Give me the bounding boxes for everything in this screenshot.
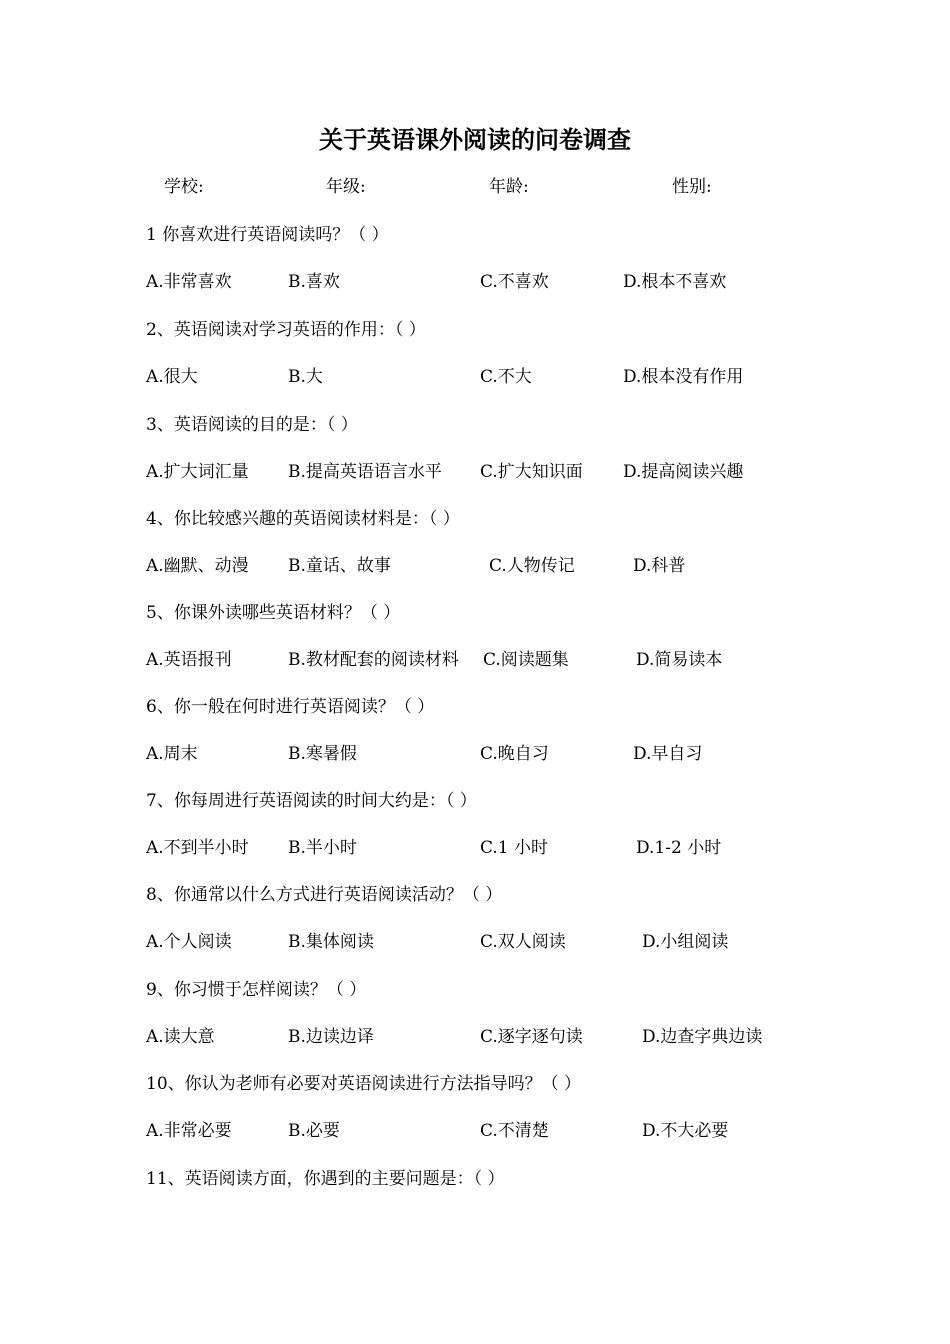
question-8-option-c: C.双人阅读 xyxy=(480,932,566,952)
question-3: 3、英语阅读的目的是：（ ） xyxy=(146,415,358,435)
question-6-option-c: C.晚自习 xyxy=(480,744,549,764)
question-3-option-a: A.扩大词汇量 xyxy=(146,462,249,482)
question-1-option-b: B.喜欢 xyxy=(288,272,340,292)
question-1-option-c: C.不喜欢 xyxy=(480,272,549,292)
question-9-option-d: D.边查字典边读 xyxy=(642,1027,763,1047)
question-4-option-a: A.幽默、动漫 xyxy=(146,556,249,576)
question-6-option-a: A.周末 xyxy=(146,744,198,764)
question-8: 8、你通常以什么方式进行英语阅读活动？（ ） xyxy=(146,885,503,905)
question-10: 10、你认为老师有必要对英语阅读进行方法指导吗？（ ） xyxy=(146,1074,582,1094)
question-8-option-a: A.个人阅读 xyxy=(146,932,232,952)
question-4-option-d: D.科普 xyxy=(633,556,686,576)
question-6: 6、你一般在何时进行英语阅读？（ ） xyxy=(146,697,435,717)
question-5: 5、你课外读哪些英语材料？（ ） xyxy=(146,603,401,623)
question-1: 1 你喜欢进行英语阅读吗？（ ） xyxy=(146,225,389,245)
question-4: 4、你比较感兴趣的英语阅读材料是：（ ） xyxy=(146,509,460,529)
question-3-option-d: D.提高阅读兴趣 xyxy=(623,462,744,482)
question-1-option-d: D.根本不喜欢 xyxy=(623,272,727,292)
question-7-option-b: B.半小时 xyxy=(288,838,357,858)
question-5-option-a: A.英语报刊 xyxy=(146,650,232,670)
question-8-option-d: D.小组阅读 xyxy=(642,932,729,952)
question-10-option-a: A.非常必要 xyxy=(146,1121,232,1141)
question-5-option-d: D.简易读本 xyxy=(636,650,723,670)
page-title: 关于英语课外阅读的问卷调查 xyxy=(319,125,631,154)
question-2-option-a: A.很大 xyxy=(146,367,198,387)
question-7-option-c: C.1 小时 xyxy=(480,838,549,858)
question-8-option-b: B.集体阅读 xyxy=(288,932,374,952)
question-6-option-d: D.早自习 xyxy=(633,744,703,764)
question-9-option-c: C.逐字逐句读 xyxy=(480,1027,583,1047)
question-11: 11、英语阅读方面，你遇到的主要问题是：（ ） xyxy=(146,1169,505,1189)
question-7-option-a: A.不到半小时 xyxy=(146,838,249,858)
question-3-option-b: B.提高英语语言水平 xyxy=(288,462,442,482)
question-9-option-a: A.读大意 xyxy=(146,1027,215,1047)
question-10-option-d: D.不大必要 xyxy=(642,1121,729,1141)
question-6-option-b: B.寒暑假 xyxy=(288,744,357,764)
gender-label: 性别: xyxy=(672,177,712,197)
question-5-option-c: C.阅读题集 xyxy=(483,650,569,670)
question-2: 2、英语阅读对学习英语的作用：（ ） xyxy=(146,320,426,340)
question-2-option-c: C.不大 xyxy=(480,367,532,387)
question-7: 7、你每周进行英语阅读的时间大约是：（ ） xyxy=(146,791,477,811)
question-2-option-d: D.根本没有作用 xyxy=(623,367,744,387)
question-3-option-c: C.扩大知识面 xyxy=(480,462,583,482)
question-10-option-c: C.不清楚 xyxy=(480,1121,549,1141)
question-10-option-b: B.必要 xyxy=(288,1121,340,1141)
question-4-option-c: C.人物传记 xyxy=(489,556,575,576)
question-9: 9、你习惯于怎样阅读？（ ） xyxy=(146,980,367,1000)
school-label: 学校: xyxy=(164,177,204,197)
question-2-option-b: B.大 xyxy=(288,367,323,387)
question-5-option-b: B.教材配套的阅读材料 xyxy=(288,650,459,670)
question-4-option-b: B.童话、故事 xyxy=(288,556,391,576)
question-7-option-d: D.1-2 小时 xyxy=(636,838,722,858)
age-label: 年龄: xyxy=(489,177,529,197)
question-1-option-a: A.非常喜欢 xyxy=(146,272,232,292)
grade-label: 年级: xyxy=(326,177,366,197)
question-9-option-b: B.边读边译 xyxy=(288,1027,374,1047)
